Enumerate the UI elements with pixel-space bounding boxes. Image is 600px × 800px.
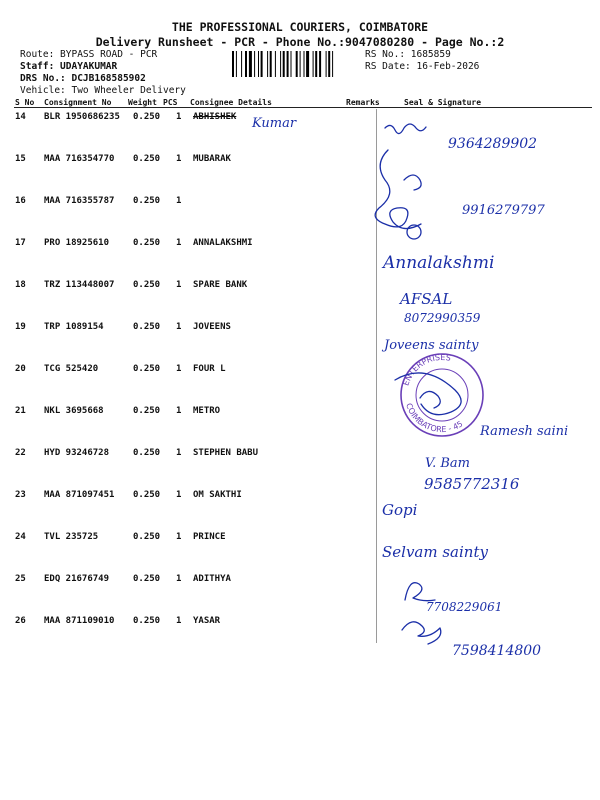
row-consignment: EDQ 21676749 bbox=[44, 574, 110, 584]
row-consignee: METRO bbox=[193, 406, 221, 416]
table-row bbox=[0, 150, 600, 192]
row-pcs: 1 bbox=[176, 112, 182, 122]
row-consignment: MAA 871097451 bbox=[44, 490, 115, 500]
barcode-bar bbox=[267, 51, 268, 77]
col-header-consignment: Consignment No bbox=[44, 98, 112, 107]
table-row bbox=[0, 612, 600, 654]
row-sno: 17 bbox=[15, 238, 26, 248]
barcode-bar bbox=[258, 51, 259, 77]
row-consignee: ANNALAKSHMI bbox=[193, 238, 253, 248]
barcode-bar bbox=[315, 51, 317, 77]
route-info: Route: BYPASS ROAD - PCR bbox=[20, 49, 158, 60]
row-pcs: 1 bbox=[176, 532, 182, 542]
col-header-pcs: PCS bbox=[163, 98, 178, 107]
barcode-bar bbox=[236, 51, 237, 77]
handwritten-ramesh: Ramesh saini bbox=[480, 424, 569, 439]
row-consignee: STEPHEN BABU bbox=[193, 448, 259, 458]
barcode-bar bbox=[275, 51, 276, 77]
handwritten-vbam: V. Bam bbox=[425, 456, 471, 471]
stamp-top-text: ENTERPRISES bbox=[401, 352, 452, 387]
barcode-bar bbox=[300, 51, 301, 77]
row-consignee: ADITHYA bbox=[193, 574, 231, 584]
table-row bbox=[0, 360, 600, 402]
barcode-bar bbox=[296, 51, 298, 77]
row-consignment: HYD 93246728 bbox=[44, 448, 110, 458]
row-pcs: 1 bbox=[176, 448, 182, 458]
table-row bbox=[0, 276, 600, 318]
row-weight: 0.250 bbox=[133, 280, 161, 290]
row-sno: 22 bbox=[15, 448, 26, 458]
row-pcs: 1 bbox=[176, 406, 182, 416]
row-sno: 24 bbox=[15, 532, 26, 542]
barcode-bar bbox=[270, 51, 272, 77]
handwritten-phone-6: 7598414800 bbox=[452, 643, 542, 659]
handwritten-gopi: Gopi bbox=[382, 501, 418, 519]
table-row bbox=[0, 402, 600, 444]
row-consignee: OM SAKTHI bbox=[193, 490, 242, 500]
table-row bbox=[0, 234, 600, 276]
barcode-image bbox=[232, 51, 362, 77]
barcode-bar bbox=[283, 51, 285, 77]
row-sno: 25 bbox=[15, 574, 26, 584]
barcode-bar bbox=[313, 51, 314, 77]
col-header-consignee: Consignee Details bbox=[190, 98, 272, 107]
row-sno: 15 bbox=[15, 154, 26, 164]
barcode-bar bbox=[306, 51, 309, 77]
barcode-bar bbox=[287, 51, 289, 77]
barcode-bar bbox=[304, 51, 305, 77]
barcode-bar bbox=[328, 51, 330, 77]
barcode-bar bbox=[291, 51, 292, 77]
row-sno: 18 bbox=[15, 280, 26, 290]
row-pcs: 1 bbox=[176, 238, 182, 248]
row-sno: 23 bbox=[15, 490, 26, 500]
row-consignee: YASAR bbox=[193, 616, 221, 626]
row-weight: 0.250 bbox=[133, 322, 161, 332]
barcode-bar bbox=[261, 51, 263, 77]
row-sno: 26 bbox=[15, 616, 26, 626]
table-row bbox=[0, 108, 600, 150]
row-weight: 0.250 bbox=[133, 196, 161, 206]
table-row bbox=[0, 192, 600, 234]
row-consignment: TRZ 113448007 bbox=[44, 280, 115, 290]
row-consignment: TVL 235725 bbox=[44, 532, 99, 542]
stamp-bottom-text: COIMBATORE - 45 bbox=[404, 401, 465, 435]
table-row bbox=[0, 318, 600, 360]
handwritten-phone-5: 7708229061 bbox=[426, 600, 503, 614]
barcode-bar bbox=[326, 51, 327, 77]
row-consignee: FOUR L bbox=[193, 364, 226, 374]
row-pcs: 1 bbox=[176, 154, 182, 164]
row-pcs: 1 bbox=[176, 196, 182, 206]
table-row bbox=[0, 528, 600, 570]
handwritten-kumar: Kumar bbox=[252, 116, 297, 131]
row-sno: 14 bbox=[15, 112, 26, 122]
barcode-bar bbox=[245, 51, 247, 77]
row-consignment: BLR 1950686235 bbox=[44, 112, 120, 122]
barcode-bar bbox=[232, 51, 234, 77]
row-weight: 0.250 bbox=[133, 616, 161, 626]
row-consignee: ABHISHEK bbox=[193, 112, 237, 122]
table-row bbox=[0, 444, 600, 486]
col-header-remarks: Remarks bbox=[346, 98, 380, 107]
col-header-seal: Seal & Signature bbox=[404, 98, 482, 107]
row-pcs: 1 bbox=[176, 616, 182, 626]
rs-number: RS No.: 1685859 bbox=[365, 49, 451, 60]
row-weight: 0.250 bbox=[133, 448, 161, 458]
handwritten-joveens: Joveens sainty bbox=[384, 338, 479, 353]
row-consignment: NKL 3695668 bbox=[44, 406, 104, 416]
barcode-bar bbox=[249, 51, 252, 77]
handwritten-phone-4: 9585772316 bbox=[424, 475, 520, 493]
handwritten-phone-1: 9364289902 bbox=[448, 136, 538, 152]
row-sno: 19 bbox=[15, 322, 26, 332]
row-weight: 0.250 bbox=[133, 238, 161, 248]
row-consignment: TCG 525420 bbox=[44, 364, 99, 374]
row-consignment: TRP 1089154 bbox=[44, 322, 104, 332]
handwritten-afsal: AFSAL bbox=[400, 290, 453, 308]
row-pcs: 1 bbox=[176, 280, 182, 290]
drs-number: DRS No.: DCJB168585902 bbox=[20, 73, 146, 84]
row-consignee: JOVEENS bbox=[193, 322, 231, 332]
row-sno: 21 bbox=[15, 406, 26, 416]
row-pcs: 1 bbox=[176, 322, 182, 332]
table-row bbox=[0, 486, 600, 528]
row-consignment: MAA 871109010 bbox=[44, 616, 115, 626]
handwritten-phone-3: 8072990359 bbox=[404, 311, 481, 325]
table-row bbox=[0, 570, 600, 612]
barcode-bar bbox=[280, 51, 281, 77]
row-consignee: SPARE BANK bbox=[193, 280, 248, 290]
row-consignee: PRINCE bbox=[193, 532, 226, 542]
row-pcs: 1 bbox=[176, 364, 182, 374]
row-consignment: PRO 18925610 bbox=[44, 238, 110, 248]
barcode-bar bbox=[254, 51, 255, 77]
row-sno: 20 bbox=[15, 364, 26, 374]
runsheet-subtitle: Delivery Runsheet - PCR - Phone No.:9047080280 - Page No.:2 bbox=[95, 35, 505, 49]
row-pcs: 1 bbox=[176, 490, 182, 500]
handwritten-selvam: Selvam sainty bbox=[382, 543, 488, 561]
row-weight: 0.250 bbox=[133, 532, 161, 542]
row-weight: 0.250 bbox=[133, 154, 161, 164]
row-weight: 0.250 bbox=[133, 364, 161, 374]
row-weight: 0.250 bbox=[133, 490, 161, 500]
row-consignee: MUBARAK bbox=[193, 154, 231, 164]
handwritten-annalakshmi: Annalakshmi bbox=[383, 253, 495, 273]
barcode-bar bbox=[332, 51, 333, 77]
row-consignment: MAA 716354770 bbox=[44, 154, 115, 164]
row-weight: 0.250 bbox=[133, 406, 161, 416]
row-weight: 0.250 bbox=[133, 112, 161, 122]
row-sno: 16 bbox=[15, 196, 26, 206]
row-consignment: MAA 716355787 bbox=[44, 196, 115, 206]
staff-info: Staff: UDAYAKUMAR bbox=[20, 61, 118, 72]
rs-date: RS Date: 16-Feb-2026 bbox=[365, 61, 480, 72]
row-pcs: 1 bbox=[176, 574, 182, 584]
col-header-weight: Weight bbox=[128, 98, 157, 107]
row-weight: 0.250 bbox=[133, 574, 161, 584]
barcode-bar bbox=[319, 51, 321, 77]
handwritten-phone-2: 9916279797 bbox=[462, 203, 545, 218]
col-header-sno: S No bbox=[15, 98, 35, 107]
company-title: THE PROFESSIONAL COURIERS, COIMBATORE bbox=[171, 20, 429, 34]
barcode-bar bbox=[241, 51, 242, 77]
vehicle-info: Vehicle: Two Wheeler Delivery bbox=[20, 85, 186, 96]
